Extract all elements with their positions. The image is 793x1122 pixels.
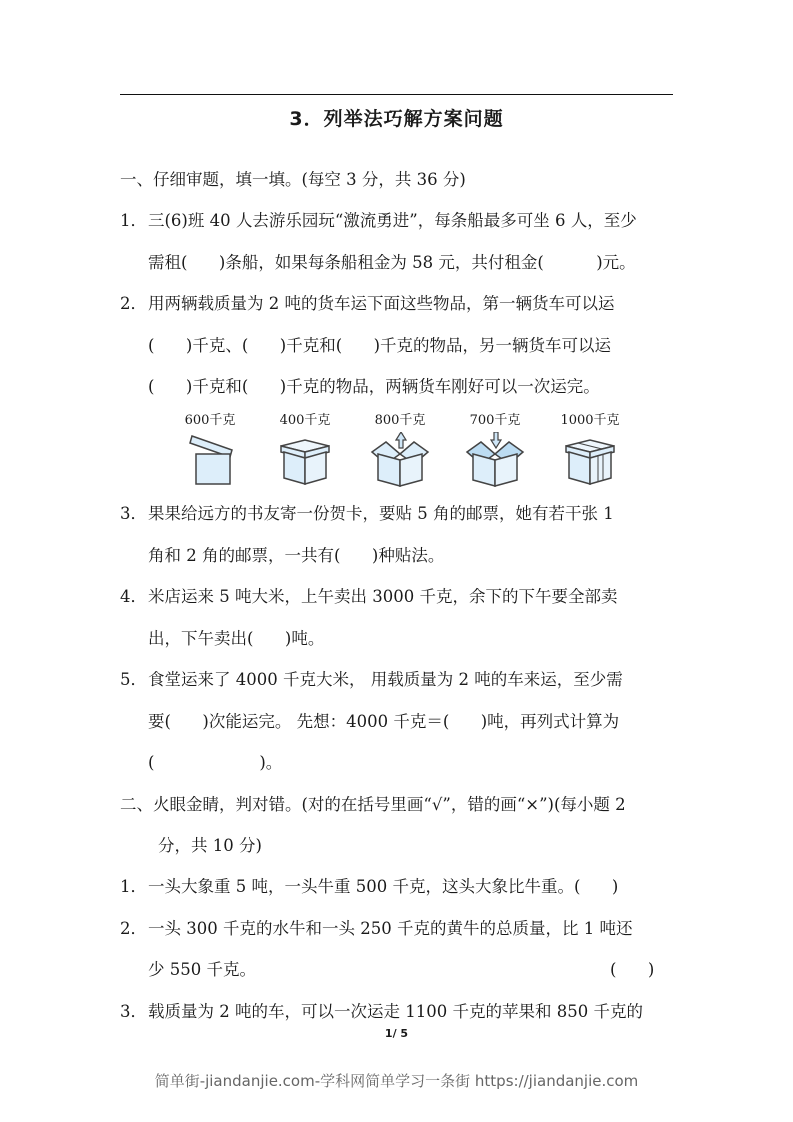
question-number: 3．	[120, 1002, 147, 1021]
question-5-line-2: 要( )次能运完。 先想：4000 千克＝( )吨，再列式计算为	[148, 712, 620, 731]
question-1-line-1: 1．三(6)班 40 人去游乐园玩“激流勇进”，每条船最多可坐 6 人，至少	[120, 211, 637, 230]
judge-question-3-line-1: 3．载质量为 2 吨的车，可以一次运走 1100 千克的苹果和 850 千克的	[120, 1002, 643, 1021]
page-number: 1/ 5	[384, 1027, 409, 1040]
question-4-line-1: 4．米店运来 5 吨大米，上午卖出 3000 千克，余下的下午要全部卖	[120, 587, 618, 606]
page-title: 3．列举法巧解方案问题	[289, 108, 504, 130]
box-700kg: 700千克	[455, 410, 535, 488]
question-1-line-2: 需租( )条船，如果每条船租金为 58 元，共付租金( )元。	[148, 253, 636, 272]
question-number: 2．	[120, 919, 147, 938]
question-2-line-1: 2．用两辆载质量为 2 吨的货车运下面这些物品，第一辆货车可以运	[120, 294, 615, 313]
question-5-line-1: 5．食堂运来了 4000 千克大米， 用载质量为 2 吨的车来运，至少需	[120, 670, 623, 689]
question-number: 5．	[120, 670, 147, 689]
question-number: 3．	[120, 504, 147, 523]
open-box-up-arrow-icon	[368, 432, 432, 488]
question-5-line-3: ( )。	[148, 753, 283, 772]
box-800kg: 800千克	[360, 410, 440, 488]
watermark-footer: 简单街-jiandanjie.com-学科网简单学习一条街 https://jiandanjie.com	[154, 1072, 639, 1090]
closed-box-icon	[275, 432, 335, 488]
question-number: 2．	[120, 294, 147, 313]
box-400kg: 400千克	[265, 410, 345, 488]
judge-question-1: 1．一头大象重 5 吨，一头牛重 500 千克，这头大象比牛重。( )	[120, 877, 619, 896]
question-3-line-1: 3．果果给远方的书友寄一份贺卡，要贴 5 角的邮票，她有若干张 1	[120, 504, 614, 523]
question-number: 1．	[120, 877, 147, 896]
question-number: 4．	[120, 587, 147, 606]
section-heading-2: 二、火眼金睛，判对错。(对的在括号里画“√”，错的画“×”)(每小题 2	[120, 795, 626, 814]
question-4-line-2: 出，下午卖出( )吨。	[148, 629, 325, 648]
box-600kg: 600千克	[170, 410, 250, 488]
section-heading-2-cont: 分，共 10 分)	[158, 836, 262, 855]
box-illustrations	[170, 410, 630, 490]
question-2-line-3: ( )千克和( )千克的物品，两辆货车刚好可以一次运完。	[148, 377, 600, 396]
open-box-down-arrow-icon	[463, 432, 527, 488]
box-1000kg: 1000千克	[550, 410, 630, 488]
section-heading-1: 一、仔细审题，填一填。(每空 3 分，共 36 分)	[120, 170, 466, 189]
question-3-line-2: 角和 2 角的邮票，一共有( )种贴法。	[148, 546, 445, 565]
judge-question-2-line-2: 少 550 千克。	[148, 960, 256, 979]
header-rule	[120, 94, 673, 95]
question-2-line-2: ( )千克、( )千克和( )千克的物品，另一辆货车可以运	[148, 336, 612, 355]
judge-question-2-line-1: 2．一头 300 千克的水牛和一头 250 千克的黄牛的总质量，比 1 吨还	[120, 919, 633, 938]
open-lid-box-icon	[180, 432, 240, 488]
question-number: 1．	[120, 211, 147, 230]
answer-parentheses: ( )	[610, 960, 655, 979]
taped-box-icon	[560, 432, 620, 488]
